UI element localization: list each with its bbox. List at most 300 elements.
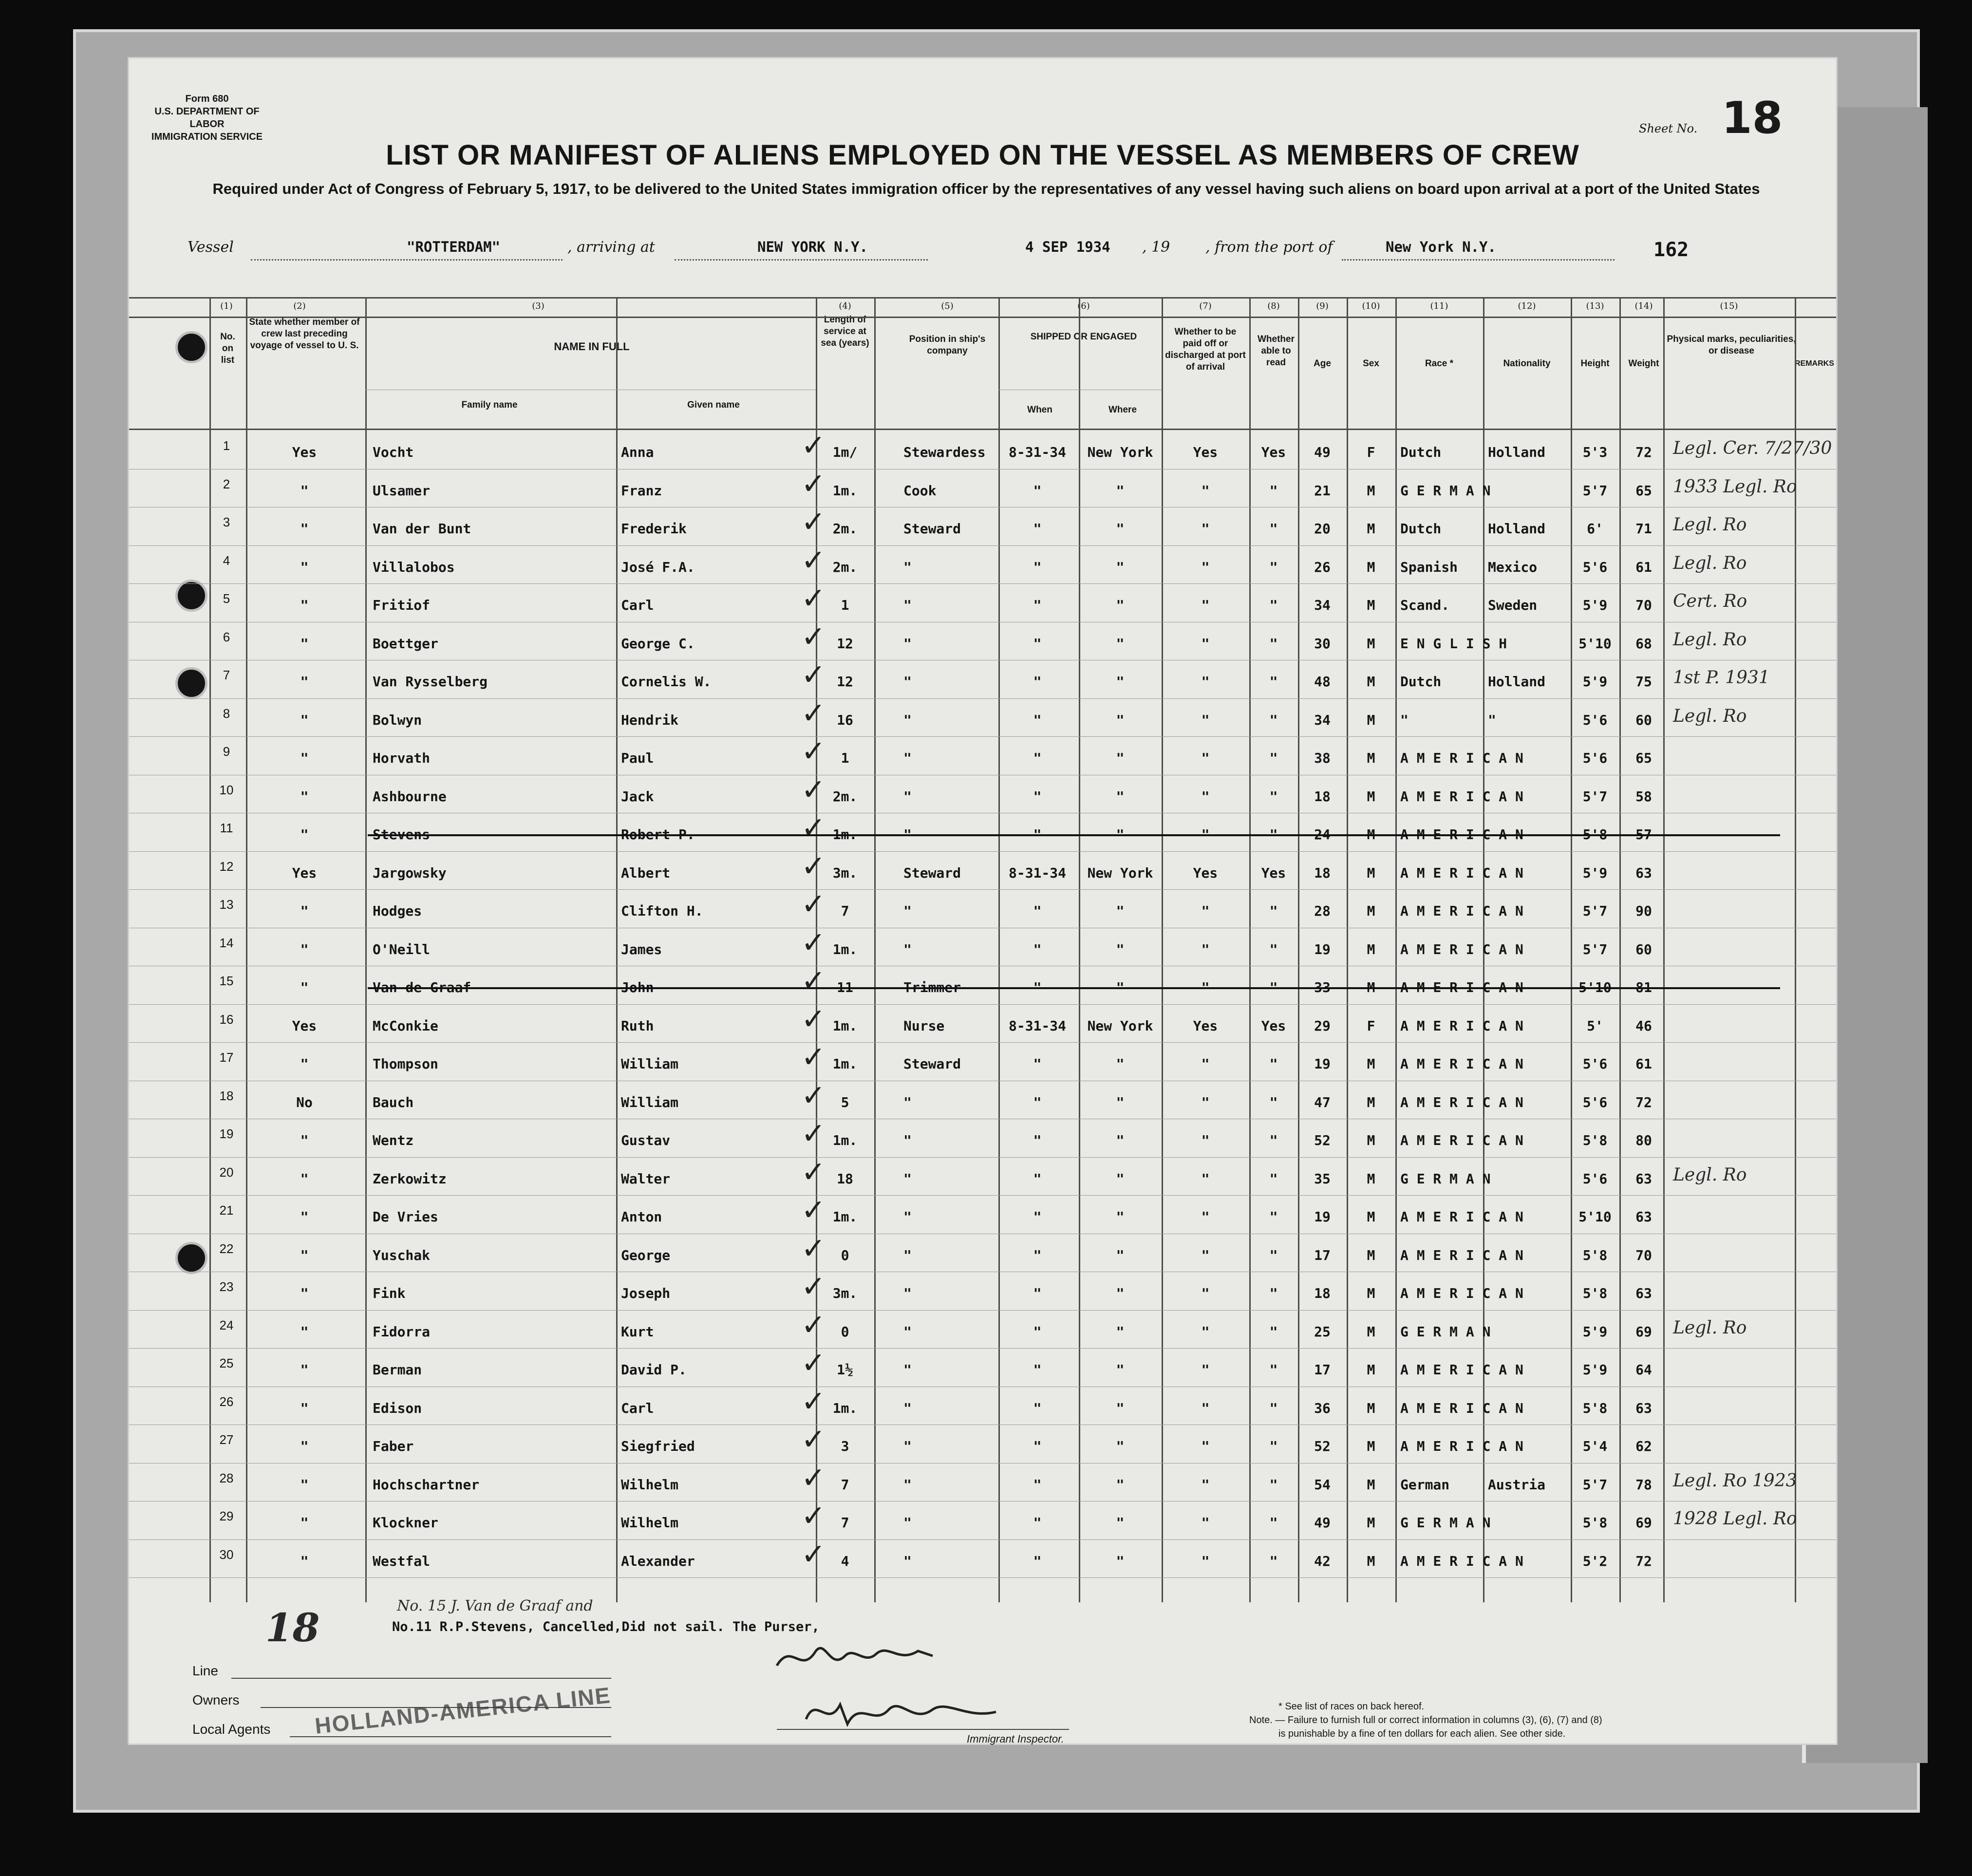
- cell-position: ": [903, 635, 912, 652]
- checkmark-icon: ✓: [801, 811, 826, 845]
- header-nationality: Nationality: [1503, 358, 1551, 369]
- cell-family: Horvath: [373, 750, 431, 766]
- cell-family: Van Rysselberg: [373, 674, 488, 690]
- cell-service: 1: [841, 597, 849, 613]
- checkmark-icon: ✓: [801, 1346, 826, 1380]
- cell-service: 1m.: [832, 826, 858, 843]
- row-number: 5: [223, 591, 230, 606]
- row-rule: [129, 851, 1836, 852]
- cell-crew: ": [300, 1056, 309, 1072]
- cell-crew: ": [300, 521, 309, 537]
- row-rule: [129, 1348, 1836, 1349]
- checkmark-icon: ✓: [801, 1117, 826, 1151]
- cell-sex: M: [1367, 712, 1375, 728]
- cell-paid: ": [1201, 1056, 1210, 1072]
- cell-read: ": [1269, 1094, 1278, 1110]
- cell-position: Steward: [903, 1056, 961, 1072]
- cell-position: Trimmer: [903, 979, 961, 995]
- row-number: 6: [223, 629, 230, 644]
- header-length-of-service: Length of service at sea (years): [821, 315, 869, 348]
- cell-read: ": [1269, 941, 1278, 957]
- cell-family: O'Neill: [373, 941, 431, 957]
- row-number: 13: [219, 897, 234, 912]
- row-number: 3: [223, 515, 230, 529]
- cell-position: ": [903, 1400, 912, 1416]
- vessel-name: "ROTTERDAM": [407, 239, 501, 255]
- cell-paid: ": [1201, 826, 1210, 843]
- cell-race: A M E R I C A N: [1400, 1209, 1523, 1225]
- cell-weight: 72: [1635, 1553, 1652, 1569]
- cell-remark: Legl. Ro: [1673, 629, 1747, 650]
- col-number: (9): [1316, 301, 1329, 311]
- cell-service: 1m/: [832, 444, 858, 460]
- cell-nationality: Holland: [1488, 674, 1546, 690]
- cell-position: ": [903, 1476, 912, 1493]
- cell-weight: 70: [1635, 1247, 1652, 1263]
- cell-given: David P.: [621, 1362, 687, 1378]
- cell-given: William: [621, 1056, 679, 1072]
- cell-where: ": [1116, 1285, 1125, 1301]
- cell-height: 5': [1587, 1017, 1603, 1034]
- header-height: Height: [1580, 358, 1610, 369]
- cell-crew: ": [300, 1515, 309, 1531]
- races-note: * See list of races on back hereof.: [1278, 1701, 1425, 1712]
- cell-race: A M E R I C A N: [1400, 1362, 1523, 1378]
- cell-age: 18: [1314, 864, 1331, 881]
- cell-weight: 60: [1635, 712, 1652, 728]
- cell-remark: Legl. Ro 1923: [1673, 1470, 1797, 1491]
- row-number: 17: [219, 1050, 234, 1065]
- cell-family: Zerkowitz: [373, 1170, 447, 1187]
- cell-family: Van de Graaf: [373, 979, 471, 995]
- form-number: Form 680: [185, 94, 229, 104]
- cell-height: 5'7: [1582, 788, 1608, 805]
- checkmark-icon: ✓: [801, 964, 826, 998]
- cell-race: A M E R I C A N: [1400, 864, 1523, 881]
- row-number: 20: [219, 1164, 234, 1180]
- cell-service: 16: [837, 712, 853, 728]
- cell-family: Stevens: [373, 826, 431, 843]
- cell-given: Kurt: [621, 1323, 654, 1340]
- cell-read: ": [1269, 1285, 1278, 1301]
- row-number: 14: [219, 935, 234, 950]
- cell-sex: M: [1367, 903, 1375, 919]
- cell-where: New York: [1087, 1017, 1153, 1034]
- cell-read: ": [1269, 1362, 1278, 1378]
- header-position: Position in ship's company: [909, 334, 986, 356]
- cell-remark: Legl. Ro: [1673, 553, 1747, 573]
- cell-sex: M: [1367, 1056, 1375, 1072]
- cell-given: Walter: [621, 1170, 671, 1187]
- checkmark-icon: ✓: [801, 1078, 826, 1113]
- cell-family: Thompson: [373, 1056, 438, 1072]
- margin-mark: 18: [265, 1605, 320, 1651]
- cell-weight: 65: [1635, 482, 1652, 499]
- cell-sex: M: [1367, 1247, 1375, 1263]
- cell-read: ": [1269, 826, 1278, 843]
- cell-weight: 70: [1635, 597, 1652, 613]
- checkmark-icon: ✓: [801, 1499, 826, 1533]
- penalty-note-2: is punishable by a fine of ten dollars for each alien. See other side.: [1278, 1728, 1566, 1739]
- cell-height: 5'10: [1578, 1209, 1612, 1225]
- cell-height: 5'8: [1582, 1132, 1608, 1148]
- cell-family: Ashbourne: [373, 788, 447, 805]
- cell-height: 5'8: [1582, 826, 1608, 843]
- cell-when: ": [1033, 674, 1042, 690]
- checkmark-icon: ✓: [801, 734, 826, 769]
- cell-paid: ": [1201, 597, 1210, 613]
- cell-when: ": [1033, 1400, 1042, 1416]
- cell-where: ": [1116, 1132, 1125, 1148]
- cell-where: ": [1116, 903, 1125, 919]
- cell-given: Cornelis W.: [621, 674, 712, 690]
- col-number: (5): [941, 301, 954, 311]
- col-number: (11): [1430, 301, 1448, 311]
- column-rule: [1079, 297, 1080, 1602]
- checkmark-icon: ✓: [801, 887, 826, 921]
- cell-remark: Legl. Cer. 7/27/30: [1673, 438, 1832, 458]
- cell-height: 5'7: [1582, 903, 1608, 919]
- checkmark-icon: ✓: [801, 658, 826, 692]
- row-rule: [129, 736, 1836, 737]
- cell-weight: 63: [1635, 1285, 1652, 1301]
- cell-crew: ": [300, 1438, 309, 1454]
- cell-service: 3: [841, 1438, 849, 1454]
- cell-when: ": [1033, 1285, 1042, 1301]
- cell-paid: ": [1201, 482, 1210, 499]
- cell-age: 42: [1314, 1553, 1331, 1569]
- cell-read: ": [1269, 979, 1278, 995]
- cell-race: G E R M A N: [1400, 482, 1491, 499]
- cell-weight: 63: [1635, 1209, 1652, 1225]
- cell-read: ": [1269, 750, 1278, 766]
- cell-sex: M: [1367, 1285, 1375, 1301]
- cell-height: 5'6: [1582, 1094, 1608, 1110]
- row-rule: [129, 1577, 1836, 1578]
- row-number: 12: [219, 859, 234, 874]
- cell-where: ": [1116, 1438, 1125, 1454]
- cell-height: 5'8: [1582, 1247, 1608, 1263]
- cell-when: ": [1033, 750, 1042, 766]
- cell-where: ": [1116, 674, 1125, 690]
- cell-weight: 58: [1635, 788, 1652, 805]
- cell-position: ": [903, 1515, 912, 1531]
- cell-read: ": [1269, 559, 1278, 575]
- checkmark-icon: ✓: [801, 505, 826, 539]
- cell-sex: M: [1367, 482, 1375, 499]
- cell-age: 17: [1314, 1247, 1331, 1263]
- cell-service: 12: [837, 635, 853, 652]
- cell-age: 19: [1314, 1056, 1331, 1072]
- cell-given: Carl: [621, 1400, 654, 1416]
- cell-family: Ulsamer: [373, 482, 431, 499]
- col-number: (14): [1634, 301, 1653, 311]
- sheet-number-handwritten: 18: [1722, 93, 1783, 144]
- cell-sex: M: [1367, 1515, 1375, 1531]
- cell-where: ": [1116, 1170, 1125, 1187]
- cell-crew: ": [300, 1285, 309, 1301]
- cell-age: 38: [1314, 750, 1331, 766]
- row-number: 24: [219, 1317, 234, 1332]
- cell-where: ": [1116, 1323, 1125, 1340]
- cell-crew: Yes: [292, 1017, 317, 1034]
- cell-sex: M: [1367, 521, 1375, 537]
- cell-service: 7: [841, 1515, 849, 1531]
- cell-height: 5'8: [1582, 1515, 1608, 1531]
- cell-nationality: ": [1488, 712, 1496, 728]
- cell-read: ": [1269, 1056, 1278, 1072]
- cell-weight: 81: [1635, 979, 1652, 995]
- cell-sex: F: [1367, 444, 1375, 460]
- arrival-port: NEW YORK N.Y.: [757, 239, 868, 255]
- checkmark-icon: ✓: [801, 619, 826, 654]
- cell-paid: ": [1201, 1094, 1210, 1110]
- cell-height: 5'9: [1582, 1362, 1608, 1378]
- row-number: 22: [219, 1241, 234, 1256]
- cell-weight: 62: [1635, 1438, 1652, 1454]
- cell-service: 4: [841, 1553, 849, 1569]
- form-department: U.S. DEPARTMENT OF LABOR: [154, 106, 260, 130]
- cell-where: ": [1116, 750, 1125, 766]
- cell-family: Faber: [373, 1438, 414, 1454]
- cell-read: ": [1269, 1553, 1278, 1569]
- cell-race: A M E R I C A N: [1400, 941, 1523, 957]
- cell-height: 5'6: [1582, 1170, 1608, 1187]
- cell-paid: ": [1201, 559, 1210, 575]
- cell-crew: ": [300, 1209, 309, 1225]
- checkmark-icon: ✓: [801, 696, 826, 731]
- list-number: 162: [1653, 239, 1689, 261]
- inspector-signature: [801, 1685, 1006, 1734]
- cell-given: Wilhelm: [621, 1476, 679, 1493]
- cell-race: A M E R I C A N: [1400, 979, 1523, 995]
- cell-height: 5'9: [1582, 1323, 1608, 1340]
- cancellation-note-line2: No.11 R.P.Stevens, Cancelled,Did not sail. The Purser,: [392, 1619, 820, 1634]
- cell-sex: M: [1367, 864, 1375, 881]
- page-title: LIST OR MANIFEST OF ALIENS EMPLOYED ON THE VESSEL AS MEMBERS OF CREW: [386, 139, 1579, 171]
- cell-read: ": [1269, 712, 1278, 728]
- cell-race: G E R M A N: [1400, 1515, 1491, 1531]
- cell-weight: 69: [1635, 1515, 1652, 1531]
- cell-given: José F.A.: [621, 559, 695, 575]
- cell-family: Hochschartner: [373, 1476, 480, 1493]
- cell-race: Dutch: [1400, 444, 1442, 460]
- cell-race: German: [1400, 1476, 1450, 1493]
- row-rule: [129, 698, 1836, 699]
- cell-weight: 72: [1635, 1094, 1652, 1110]
- cell-height: 5'4: [1582, 1438, 1608, 1454]
- cell-service: 0: [841, 1247, 849, 1263]
- cell-when: ": [1033, 979, 1042, 995]
- cell-where: ": [1116, 941, 1125, 957]
- row-number: 9: [223, 744, 230, 759]
- cell-paid: ": [1201, 1209, 1210, 1225]
- cell-read: ": [1269, 635, 1278, 652]
- cell-where: ": [1116, 1094, 1125, 1110]
- cell-service: 0: [841, 1323, 849, 1340]
- cell-sex: M: [1367, 826, 1375, 843]
- cell-race: Spanish: [1400, 559, 1458, 575]
- cell-age: 52: [1314, 1438, 1331, 1454]
- column-rule: [1395, 297, 1397, 1602]
- cell-sex: M: [1367, 597, 1375, 613]
- header-no-on-list: No. on list: [220, 332, 235, 365]
- cell-position: ": [903, 1094, 912, 1110]
- header-sex: Sex: [1363, 358, 1379, 369]
- cell-when: ": [1033, 788, 1042, 805]
- cell-crew: ": [300, 903, 309, 919]
- cell-crew: ": [300, 597, 309, 613]
- cell-sex: M: [1367, 1209, 1375, 1225]
- cell-height: 5'9: [1582, 674, 1608, 690]
- cell-when: ": [1033, 1170, 1042, 1187]
- cell-when: ": [1033, 1132, 1042, 1148]
- cell-service: 1: [841, 750, 849, 766]
- cell-when: ": [1033, 826, 1042, 843]
- cell-given: George C.: [621, 635, 695, 652]
- cell-service: 3m.: [832, 1285, 858, 1301]
- cell-paid: ": [1201, 1132, 1210, 1148]
- cell-paid: Yes: [1193, 864, 1218, 881]
- column-rule: [874, 297, 876, 1602]
- cell-position: ": [903, 674, 912, 690]
- checkmark-icon: ✓: [801, 849, 826, 883]
- cell-height: 5'6: [1582, 712, 1608, 728]
- cell-remark: 1st P. 1931: [1673, 668, 1770, 688]
- cell-remark: Legl. Ro: [1673, 1164, 1747, 1185]
- cell-family: Fidorra: [373, 1323, 431, 1340]
- cell-age: 19: [1314, 941, 1331, 957]
- cell-family: Bauch: [373, 1094, 414, 1110]
- cell-height: 5'6: [1582, 1056, 1608, 1072]
- cell-height: 5'8: [1582, 1400, 1608, 1416]
- row-number: 28: [219, 1470, 234, 1485]
- cell-race: A M E R I C A N: [1400, 826, 1523, 843]
- cell-position: ": [903, 903, 912, 919]
- cell-height: 5'2: [1582, 1553, 1608, 1569]
- cell-race: A M E R I C A N: [1400, 1285, 1523, 1301]
- cell-paid: ": [1201, 941, 1210, 957]
- arrival-date-stamp: 4 SEP 1934: [1025, 239, 1110, 255]
- cell-service: 1m.: [832, 1132, 858, 1148]
- cell-race: A M E R I C A N: [1400, 1094, 1523, 1110]
- cell-age: 18: [1314, 788, 1331, 805]
- cell-position: ": [903, 1323, 912, 1340]
- cell-when: ": [1033, 521, 1042, 537]
- header-name-in-full: NAME IN FULL: [554, 340, 630, 353]
- cell-given: Siegfried: [621, 1438, 695, 1454]
- cell-paid: ": [1201, 1438, 1210, 1454]
- cell-given: Paul: [621, 750, 654, 766]
- cell-paid: ": [1201, 1323, 1210, 1340]
- column-rule: [1249, 297, 1251, 1602]
- cell-when: ": [1033, 1209, 1042, 1225]
- cell-when: ": [1033, 712, 1042, 728]
- cell-sex: M: [1367, 635, 1375, 652]
- row-rule: [129, 583, 1836, 584]
- arriving-label: , arriving at: [567, 239, 655, 256]
- row-number: 23: [219, 1279, 234, 1294]
- cell-sex: M: [1367, 1132, 1375, 1148]
- row-number: 4: [223, 553, 230, 568]
- cell-where: ": [1116, 1553, 1125, 1569]
- cell-weight: 90: [1635, 903, 1652, 919]
- cell-where: ": [1116, 559, 1125, 575]
- cell-when: ": [1033, 482, 1042, 499]
- cell-read: Yes: [1261, 444, 1286, 460]
- cell-height: 5'6: [1582, 750, 1608, 766]
- cell-service: 7: [841, 1476, 849, 1493]
- cell-nationality: Holland: [1488, 444, 1546, 460]
- cell-age: 35: [1314, 1170, 1331, 1187]
- cell-height: 6': [1587, 521, 1603, 537]
- col-number: (15): [1720, 301, 1738, 311]
- cell-service: 2m.: [832, 559, 858, 575]
- cell-given: William: [621, 1094, 679, 1110]
- cell-given: Alexander: [621, 1553, 695, 1569]
- cell-position: ": [903, 1553, 912, 1569]
- sheet-number-label: Sheet No.: [1639, 122, 1698, 135]
- row-rule: [129, 1195, 1836, 1196]
- cell-weight: 61: [1635, 1056, 1652, 1072]
- local-agents-label: Local Agents: [192, 1722, 271, 1737]
- cell-family: Bolwyn: [373, 712, 422, 728]
- cell-read: ": [1269, 1132, 1278, 1148]
- checkmark-icon: ✓: [801, 1384, 826, 1419]
- cell-given: Franz: [621, 482, 662, 499]
- row-number: 27: [219, 1432, 234, 1447]
- cancellation-note-line1: No. 15 J. Van de Graaf and: [397, 1597, 593, 1614]
- col-number: (4): [839, 301, 851, 311]
- cell-read: Yes: [1261, 1017, 1286, 1034]
- cell-remark: Legl. Ro: [1673, 1317, 1747, 1338]
- row-number: 2: [223, 476, 230, 491]
- cell-read: ": [1269, 1323, 1278, 1340]
- checkmark-icon: ✓: [801, 925, 826, 960]
- col-number: (1): [220, 301, 233, 311]
- cell-where: ": [1116, 1247, 1125, 1263]
- cell-remark: Cert. Ro: [1673, 591, 1747, 611]
- cell-where: ": [1116, 1476, 1125, 1493]
- cell-age: 24: [1314, 826, 1331, 843]
- cell-paid: ": [1201, 712, 1210, 728]
- cell-remark: 1933 Legl. Ro: [1673, 476, 1797, 497]
- cell-race: E N G L I S H: [1400, 635, 1507, 652]
- cell-weight: 46: [1635, 1017, 1652, 1034]
- cell-read: ": [1269, 521, 1278, 537]
- cell-sex: M: [1367, 1553, 1375, 1569]
- cell-family: Hodges: [373, 903, 422, 919]
- cell-service: 1m.: [832, 941, 858, 957]
- cell-position: ": [903, 1438, 912, 1454]
- cell-service: 3m.: [832, 864, 858, 881]
- column-rule: [1162, 297, 1163, 1602]
- cell-read: ": [1269, 1515, 1278, 1531]
- cell-weight: 64: [1635, 1362, 1652, 1378]
- cell-sex: M: [1367, 750, 1375, 766]
- cell-race: A M E R I C A N: [1400, 1438, 1523, 1454]
- row-rule: [129, 1539, 1836, 1540]
- cell-paid: ": [1201, 1515, 1210, 1531]
- cell-age: 47: [1314, 1094, 1331, 1110]
- cell-given: Jack: [621, 788, 654, 805]
- cell-given: Joseph: [621, 1285, 671, 1301]
- row-number: 11: [220, 821, 233, 835]
- cell-race: A M E R I C A N: [1400, 1132, 1523, 1148]
- cell-paid: Yes: [1193, 1017, 1218, 1034]
- row-number: 19: [219, 1126, 234, 1141]
- row-number: 8: [223, 706, 230, 721]
